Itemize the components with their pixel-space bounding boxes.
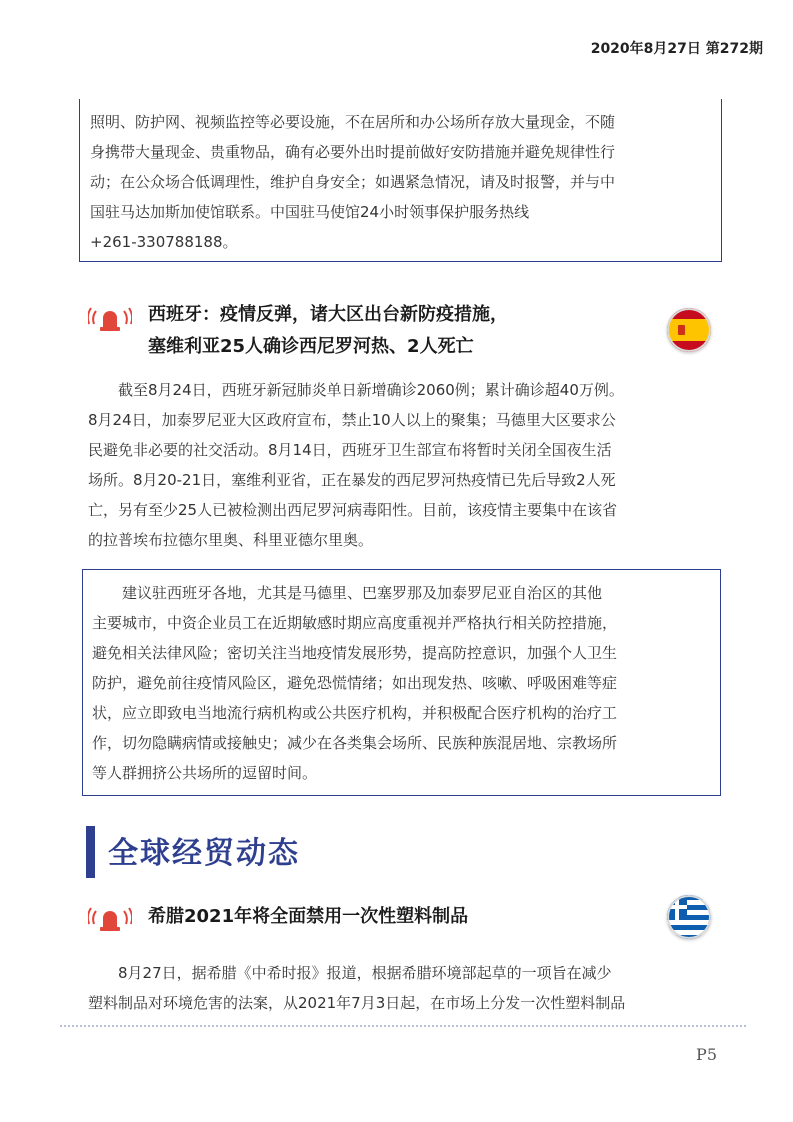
- page-number: P5: [696, 1045, 717, 1064]
- text-line: 建议驻西班牙各地，尤其是马德里、巴塞罗那及加泰罗尼亚自治区的其他: [122, 584, 603, 602]
- news-title-spain-line1: 西班牙：疫情反弹，诸大区出台新防疫措施，: [148, 304, 508, 325]
- text-line: 身携带大量现金、贵重物品，确有必要外出时提前做好安防措施并避免规律性行: [90, 143, 616, 161]
- section-title: 全球经贸动态: [108, 836, 300, 871]
- text-line: 防护，避免前往疫情风险区，避免恐慌情绪；如出现发热、咳嗽、呼吸困难等症: [92, 674, 618, 692]
- text-line: 作，切勿隐瞒病情或接触史；减少在各类集会场所、民族种族混居地、宗教场所: [92, 734, 618, 752]
- text-line: 民避免非必要的社交活动。8月14日，西班牙卫生部宣布将暂时关闭全国夜生活: [88, 441, 612, 459]
- issue-date: 2020年8月27日 第272期: [590, 41, 763, 57]
- text-line: 等人群拥挤公共场所的逗留时间。: [92, 764, 318, 782]
- text-line: 场所。8月20-21日，塞维利亚省，正在暴发的西尼罗河热疫情已先后导致2人死: [88, 471, 616, 489]
- text-line: 避免相关法律风险；密切关注当地疫情发展形势，提高防控意识，加强个人卫生: [92, 644, 618, 662]
- news-title-greece: 希腊2021年将全面禁用一次性塑料制品: [148, 906, 469, 927]
- text-line: 状，应立即致电当地流行病机构或公共医疗机构，并积极配合医疗机构的治疗工: [92, 704, 618, 722]
- spain-flag-icon: [667, 308, 711, 352]
- text-line: 截至8月24日，西班牙新冠肺炎单日新增确诊2060例；累计确诊超40万例。: [118, 381, 624, 399]
- news-body-greece: [88, 958, 728, 1018]
- advice-text: [90, 107, 712, 257]
- alarm-bell-icon: [88, 902, 132, 932]
- advice-text: [92, 578, 712, 788]
- advice-box-madagascar: [79, 99, 722, 262]
- text-line: 亡，另有至少25人已被检测出西尼罗河病毒阳性。目前，该疫情主要集中在该省: [88, 501, 618, 519]
- text-line: +261-330788188。: [90, 233, 238, 251]
- news-body-spain: [88, 375, 728, 555]
- news-title-spain-line2: 塞维利亚25人确诊西尼罗河热、2人死亡: [148, 336, 474, 357]
- section-accent-bar: [86, 826, 95, 878]
- footer-divider: [60, 1025, 746, 1027]
- text-line: 主要城市，中资企业员工在近期敏感时期应高度重视并严格执行相关防控措施，: [92, 614, 618, 632]
- text-line: 塑料制品对环境危害的法案，从2021年7月3日起，在市场上分发一次性塑料制品: [88, 994, 626, 1012]
- text-line: 的拉普埃布拉德尔里奥、科里亚德尔里奥。: [88, 531, 374, 549]
- alarm-bell-icon: [88, 302, 132, 332]
- text-line: 动；在公众场合低调理性，维护自身安全；如遇紧急情况，请及时报警，并与中: [90, 173, 616, 191]
- text-line: 8月27日，据希腊《中希时报》报道，根据希腊环境部起草的一项旨在减少: [118, 964, 612, 982]
- text-line: 照明、防护网、视频监控等必要设施，不在居所和办公场所存放大量现金，不随: [90, 113, 616, 131]
- advice-box-spain: [82, 569, 721, 796]
- text-line: 国驻马达加斯加使馆联系。中国驻马使馆24小时领事保护服务热线: [90, 203, 530, 221]
- text-line: 8月24日，加泰罗尼亚大区政府宣布，禁止10人以上的聚集；马德里大区要求公: [88, 411, 616, 429]
- greece-flag-icon: [667, 895, 711, 939]
